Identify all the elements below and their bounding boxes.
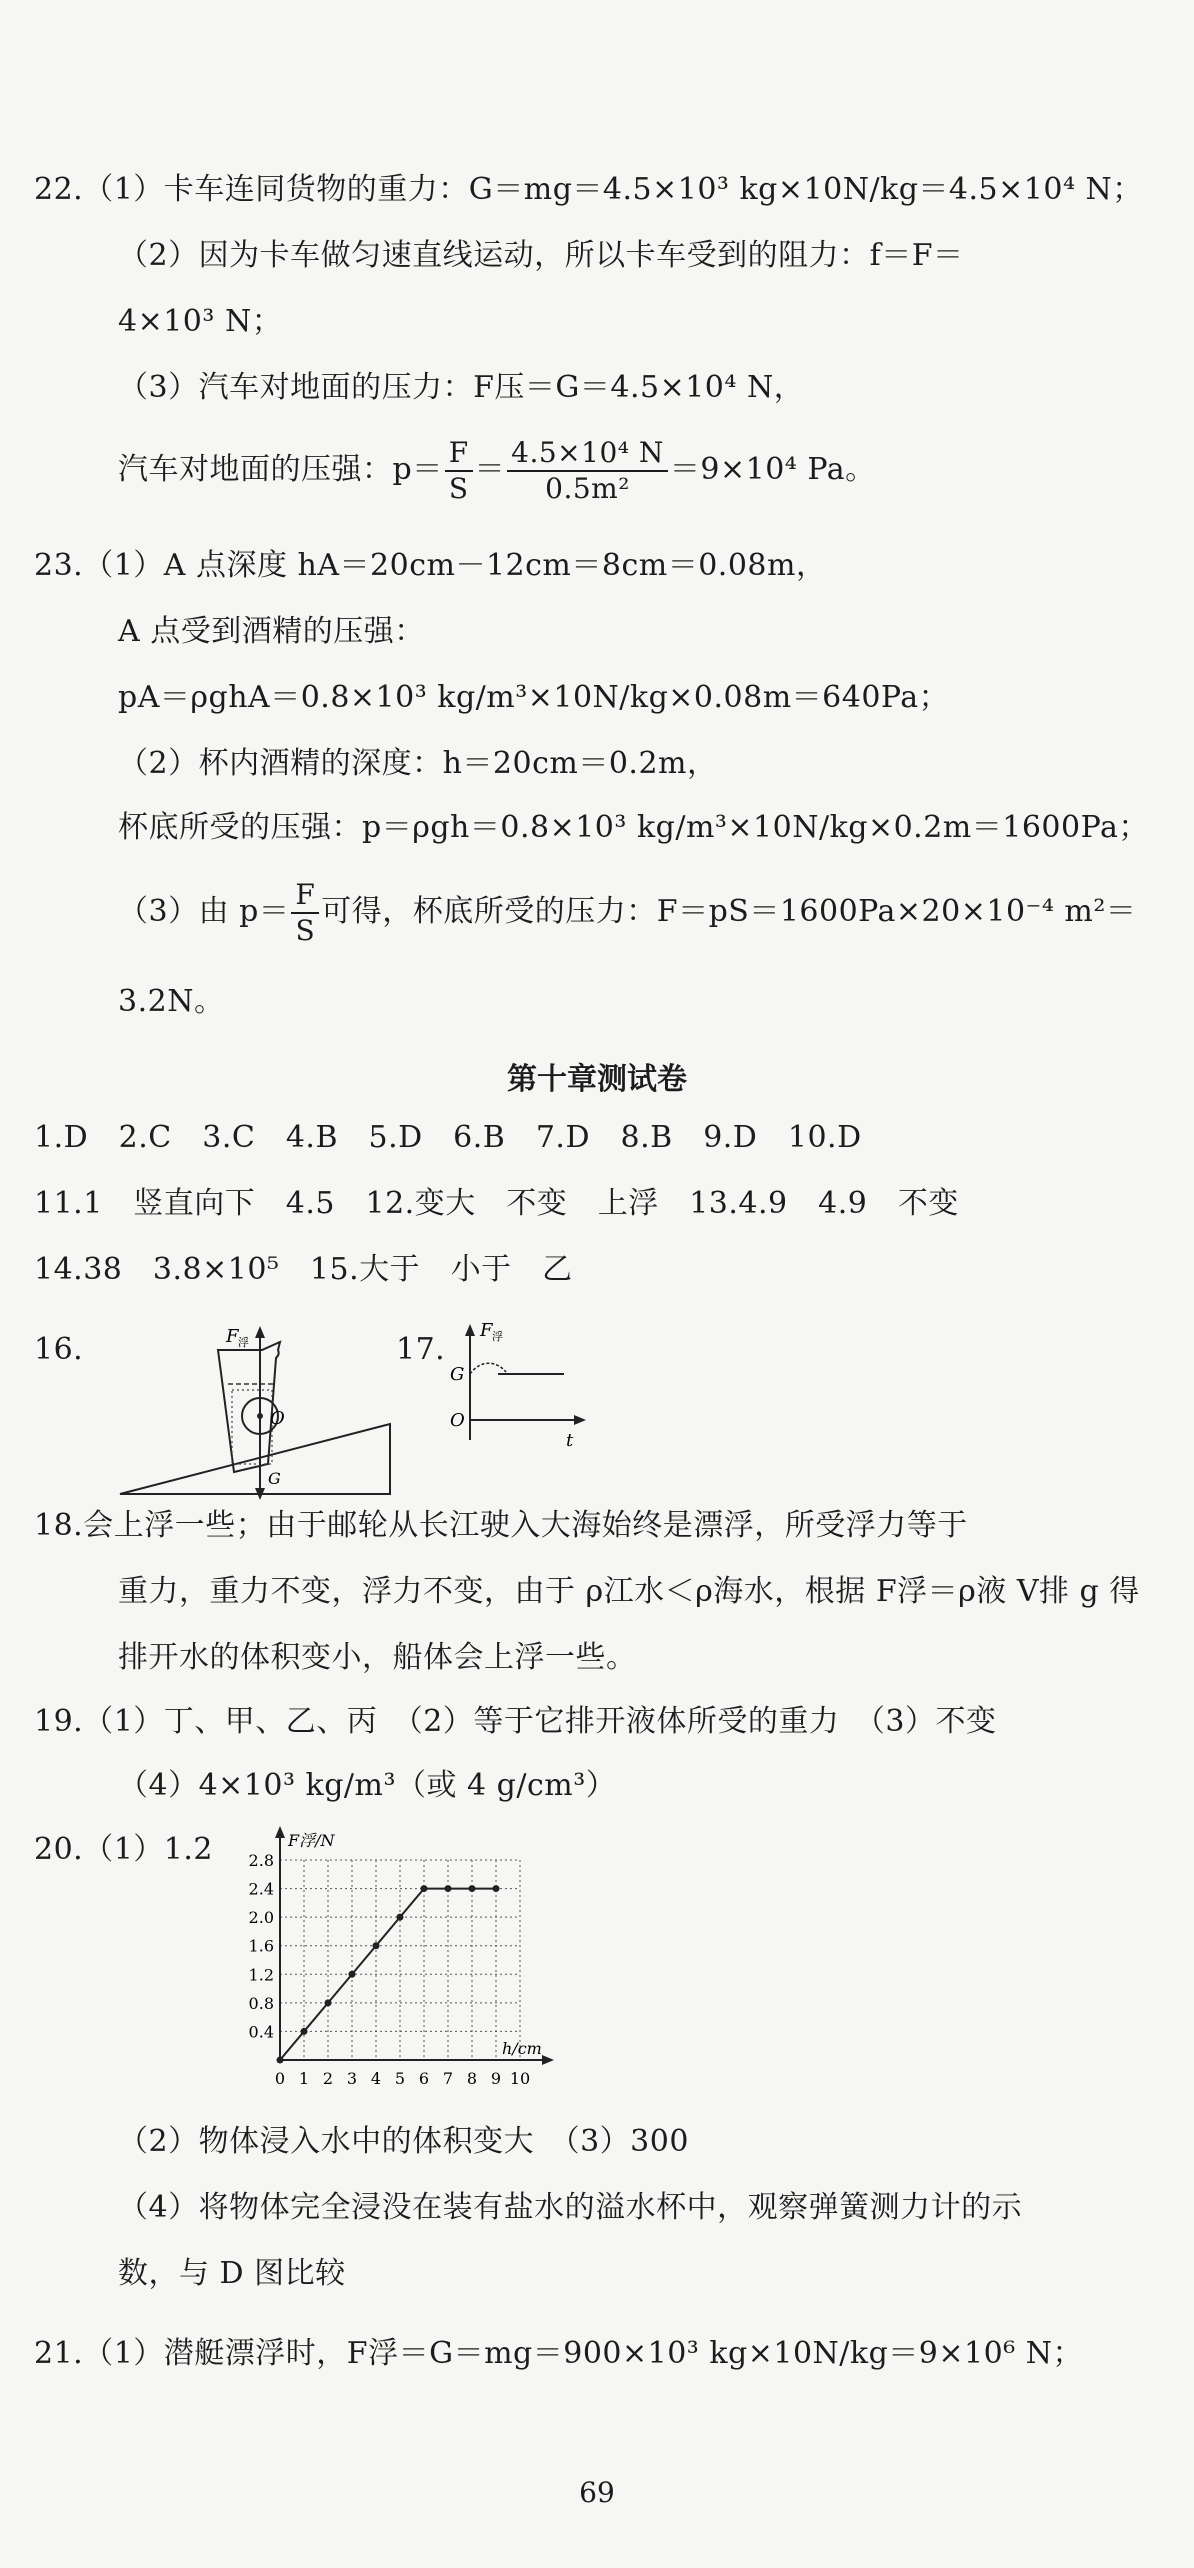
gravity-label: G [268,1469,281,1488]
q20-line1: 20.（1）1.2 [34,1832,214,1867]
q16-number: 16. [34,1332,84,1367]
data-point [277,2057,284,2064]
beaker-outline [218,1342,280,1472]
x-tick-label: 0 [274,2069,286,2088]
fraction-f-over-s [445,436,473,506]
q20-line4: 数，与 D 图比较 [118,2256,346,2291]
q18-line1: 18.会上浮一些；由于邮轮从长江驶入大海始终是漂浮，所受浮力等于 [34,1508,968,1543]
q23-line6-suffix: 可得，杯底所受的压力：F＝pS＝1600Pa×20×10⁻⁴ m²＝ [321,894,1137,929]
g-tick-label: G [450,1364,465,1385]
x-tick-label: 7 [442,2069,454,2088]
data-point [301,2028,308,2035]
page-number: 69 [579,2476,615,2509]
q17-number: 17. [396,1332,446,1367]
arrow-up-icon [255,1326,265,1338]
q23-line3: pA＝ρghA＝0.8×10³ kg/m³×10N/kg×0.08m＝640Pa； [118,680,950,715]
x-tick-label: 10 [509,2069,531,2088]
x-tick-label: 1 [298,2069,310,2088]
q18-line2: 重力，重力不变，浮力不变，由于 ρ江水＜ρ海水，根据 F浮＝ρ液 V排 g 得 [118,1574,1140,1609]
x-tick-label: 5 [394,2069,406,2088]
center-label: O [270,1408,285,1429]
q23-line2: A 点受到酒精的压强： [118,614,425,649]
q22-line2: （2）因为卡车做匀速直线运动，所以卡车受到的阻力：f＝F＝ [118,238,964,273]
x-tick-label: 3 [346,2069,358,2088]
q18-line3: 排开水的体积变小，船体会上浮一些。 [118,1640,637,1675]
transition-curve [470,1363,506,1374]
chapter-title: 第十章测试卷 [507,1062,687,1097]
y-tick-label: 0.8 [248,1993,274,2013]
fraction-numerator: 4.5×10⁴ N [507,436,668,472]
data-point [373,1942,380,1949]
q19-line1: 19.（1）丁、甲、乙、丙 （2）等于它排开液体所受的重力 （3）不变 [34,1704,997,1739]
x-tick-label: 8 [466,2069,478,2088]
q20-line3: （4）将物体完全浸没在装有盐水的溢水杯中，观察弹簧测力计的示 [118,2190,1023,2225]
data-point [421,1885,428,1892]
q20-buoyancy-depth-chart [230,1820,570,2100]
data-point [349,1971,356,1978]
y-tick-label: 0.4 [248,2022,274,2042]
q22-line4: （3）汽车对地面的压力：F压＝G＝4.5×10⁴ N， [118,370,805,405]
q23-line6 [118,872,1136,952]
q22-line1: 22.（1）卡车连同货物的重力：G＝mg＝4.5×10³ kg×10N/kg＝4.5×10⁴ N； [34,172,1143,207]
arrow-right-icon [574,1415,586,1425]
q22-line5-suffix: ＝9×10⁴ Pa。 [669,452,876,487]
data-point [397,1914,404,1921]
data-point [325,1999,332,2006]
force-label: F [226,1326,239,1347]
fraction-denominator: S [295,914,316,947]
q23-line1: 23.（1）A 点深度 hA＝20cm－12cm＝8cm＝0.08m， [34,548,827,583]
q23-line7: 3.2N。 [118,984,225,1019]
x-axis-label: h/cm [502,2039,542,2058]
answers-line3: 14.38 3.8×10⁵ 15.大于 小于 乙 [34,1252,573,1287]
fraction-numerator: F [291,878,319,914]
x-tick-label: 9 [490,2069,502,2088]
data-point [469,1885,476,1892]
q22-line5 [118,430,876,510]
arrow-up-icon [465,1324,475,1336]
q16-buoyancy-diagram [110,1320,410,1500]
data-point [445,1885,452,1892]
x-tick-label: 4 [370,2069,382,2088]
y-tick-label: 1.2 [248,1965,274,1985]
y-tick-label: 2.4 [248,1879,274,1899]
arrow-up-icon [275,1826,285,1838]
y-axis-subscript: 浮 [492,1330,503,1343]
fraction-denominator: 0.5m² [545,472,630,505]
y-tick-label: 1.6 [248,1936,274,1956]
answers-line1: 1.D 2.C 3.C 4.B 5.D 6.B 7.D 8.B 9.D 10.D [34,1120,862,1155]
x-axis-label: t [566,1430,574,1451]
y-axis-label: F浮/N [288,1831,335,1850]
fraction-values [507,436,668,506]
incline-slope [120,1424,390,1494]
x-tick-label: 2 [322,2069,334,2088]
q22-line3: 4×10³ N； [118,304,283,339]
arrow-right-icon [542,2055,554,2065]
q17-buoyancy-time-graph [440,1320,590,1450]
equals-sign: ＝ [474,452,506,487]
q21-line1: 21.（1）潜艇漂浮时，F浮＝G＝mg＝900×10³ kg×10N/kg＝9×10⁶ N； [34,2336,1084,2371]
force-subscript: 浮 [238,1336,249,1349]
y-axis-label: F [480,1320,493,1341]
liquid-area [232,1390,272,1464]
data-line [280,1889,496,2060]
q23-line6-prefix: （3）由 p＝ [118,894,290,929]
q20-line2: （2）物体浸入水中的体积变大 （3）300 [118,2124,689,2159]
origin-label: O [450,1410,465,1431]
data-point [493,1885,500,1892]
q22-line5-prefix: 汽车对地面的压强：p＝ [118,452,443,487]
answers-line2: 11.1 竖直向下 4.5 12.变大 不变 上浮 13.4.9 4.9 不变 [34,1186,959,1221]
q23-line5: 杯底所受的压强：p＝ρgh＝0.8×10³ kg/m³×10N/kg×0.2m＝1600Pa； [118,810,1149,845]
y-tick-label: 2.0 [248,1908,274,1928]
fraction-f-over-s [291,878,319,948]
y-tick-label: 2.8 [248,1851,274,1870]
x-tick-label: 6 [418,2069,430,2088]
q23-line4: （2）杯内酒精的深度：h＝20cm＝0.2m， [118,746,718,781]
fraction-denominator: S [448,472,469,505]
q19-line2: （4）4×10³ kg/m³（或 4 g/cm³） [118,1768,617,1803]
fraction-numerator: F [445,436,473,472]
